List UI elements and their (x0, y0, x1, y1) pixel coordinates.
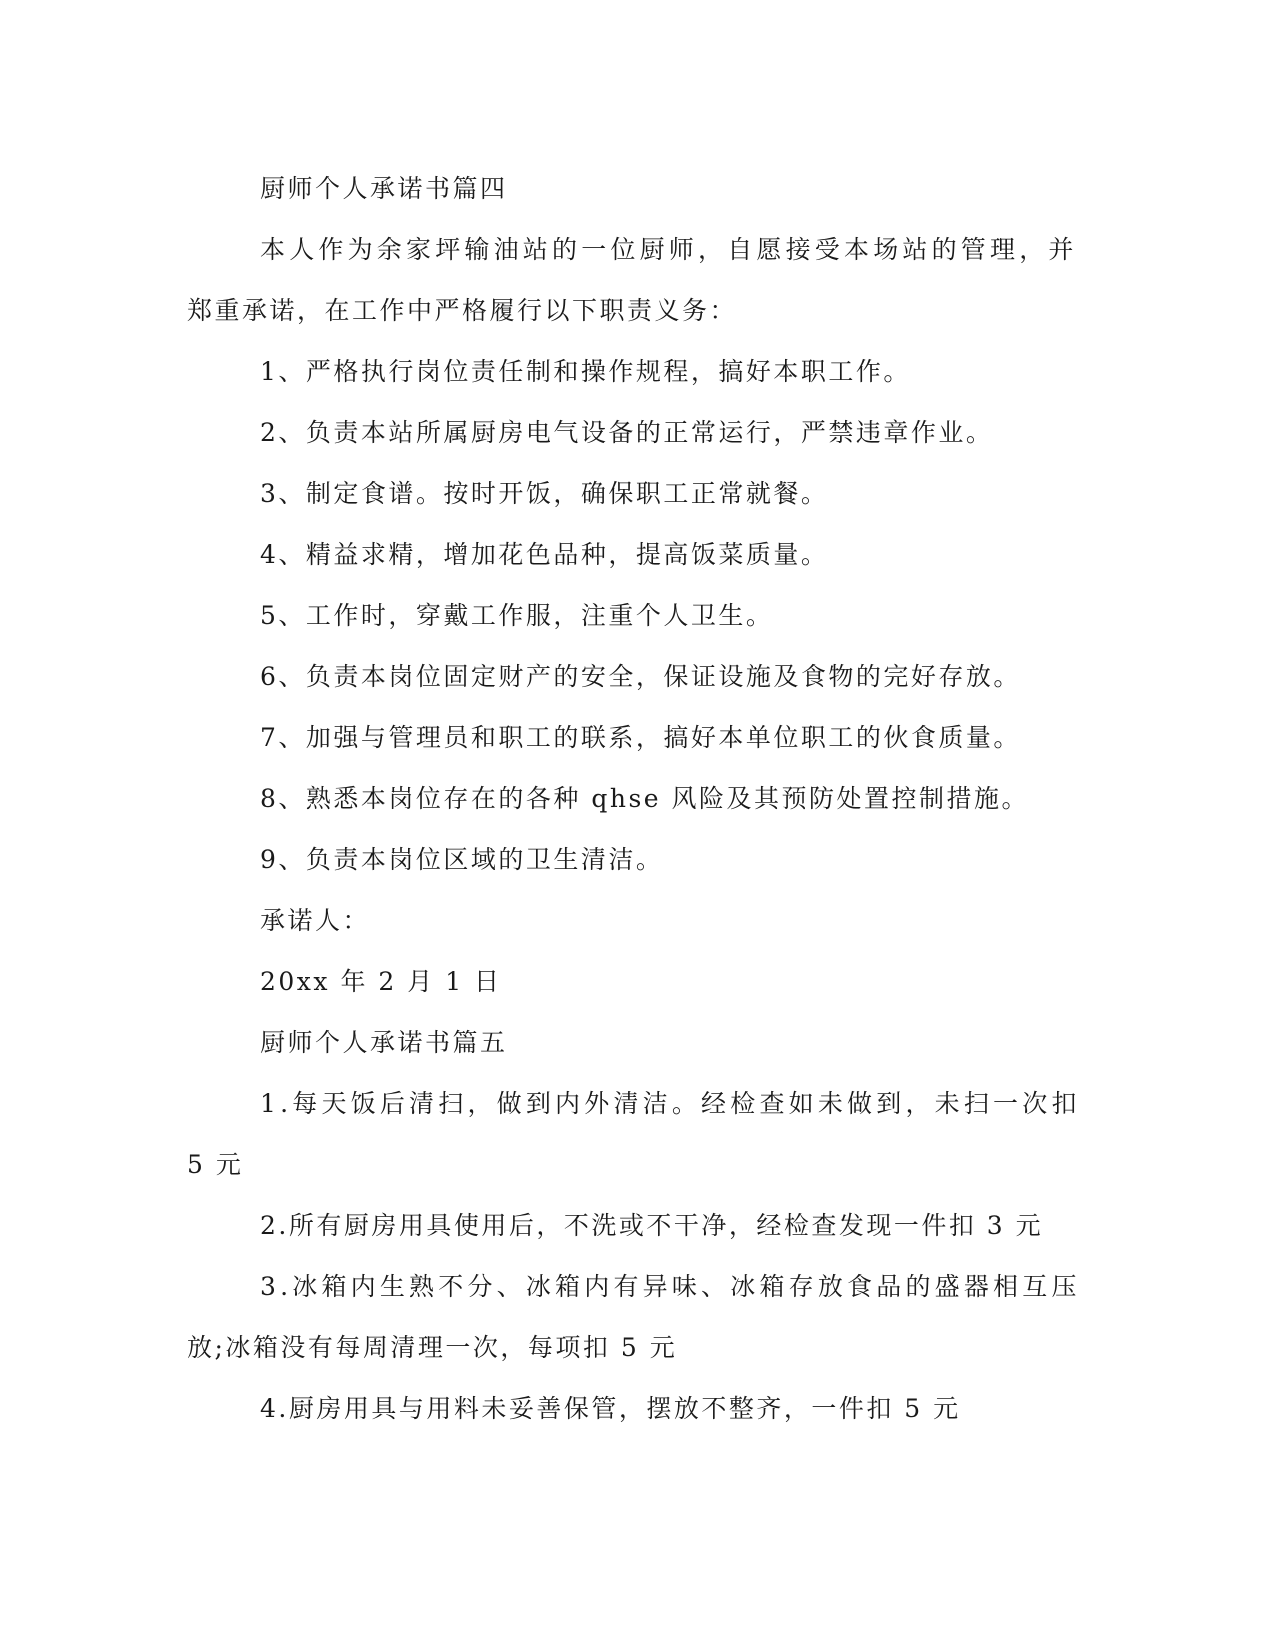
duty-item-4: 4、精益求精，增加花色品种，提高饭菜质量。 (260, 540, 829, 569)
rule-1-line-2: 5 元 (187, 1150, 244, 1179)
duty-item-5: 5、工作时，穿戴工作服，注重个人卫生。 (260, 601, 774, 630)
document-body (187, 158, 1081, 1439)
intro-paragraph-line-2: 郑重承诺，在工作中严格履行以下职责义务： (187, 296, 738, 325)
rule-4: 4.厨房用具与用料未妥善保管，摆放不整齐，一件扣 5 元 (260, 1394, 961, 1423)
duty-item-1: 1、严格执行岗位责任制和操作规程，搞好本职工作。 (260, 357, 911, 386)
signature-date: 20xx 年 2 月 1 日 (260, 967, 502, 996)
duty-item-3: 3、制定食谱。按时开饭，确保职工正常就餐。 (260, 479, 829, 508)
rule-2: 2.所有厨房用具使用后，不洗或不干净，经检查发现一件扣 3 元 (260, 1211, 1044, 1240)
rule-3-line-1: 3.冰箱内生熟不分、冰箱内有异味、冰箱存放食品的盛器相互压 (260, 1272, 1081, 1301)
duty-item-6: 6、负责本岗位固定财产的安全，保证设施及食物的完好存放。 (260, 662, 1021, 691)
rule-1-line-1: 1.每天饭后清扫，做到内外清洁。经检查如未做到，未扫一次扣 (260, 1089, 1081, 1118)
duty-item-9: 9、负责本岗位区域的卫生清洁。 (260, 845, 664, 874)
duty-item-2: 2、负责本站所属厨房电气设备的正常运行，严禁违章作业。 (260, 418, 994, 447)
section-heading-5: 厨师个人承诺书篇五 (260, 1028, 508, 1057)
duty-item-8: 8、熟悉本岗位存在的各种 qhse 风险及其预防处置控制措施。 (260, 784, 1030, 813)
rule-3-line-2: 放;冰箱没有每周清理一次，每项扣 5 元 (187, 1333, 678, 1362)
signer-label: 承诺人： (260, 906, 371, 935)
duty-item-7: 7、加强与管理员和职工的联系，搞好本单位职工的伙食质量。 (260, 723, 1021, 752)
intro-paragraph-line-1: 本人作为余家坪输油站的一位厨师，自愿接受本场站的管理，并 (260, 235, 1078, 264)
section-heading-4: 厨师个人承诺书篇四 (260, 174, 508, 203)
